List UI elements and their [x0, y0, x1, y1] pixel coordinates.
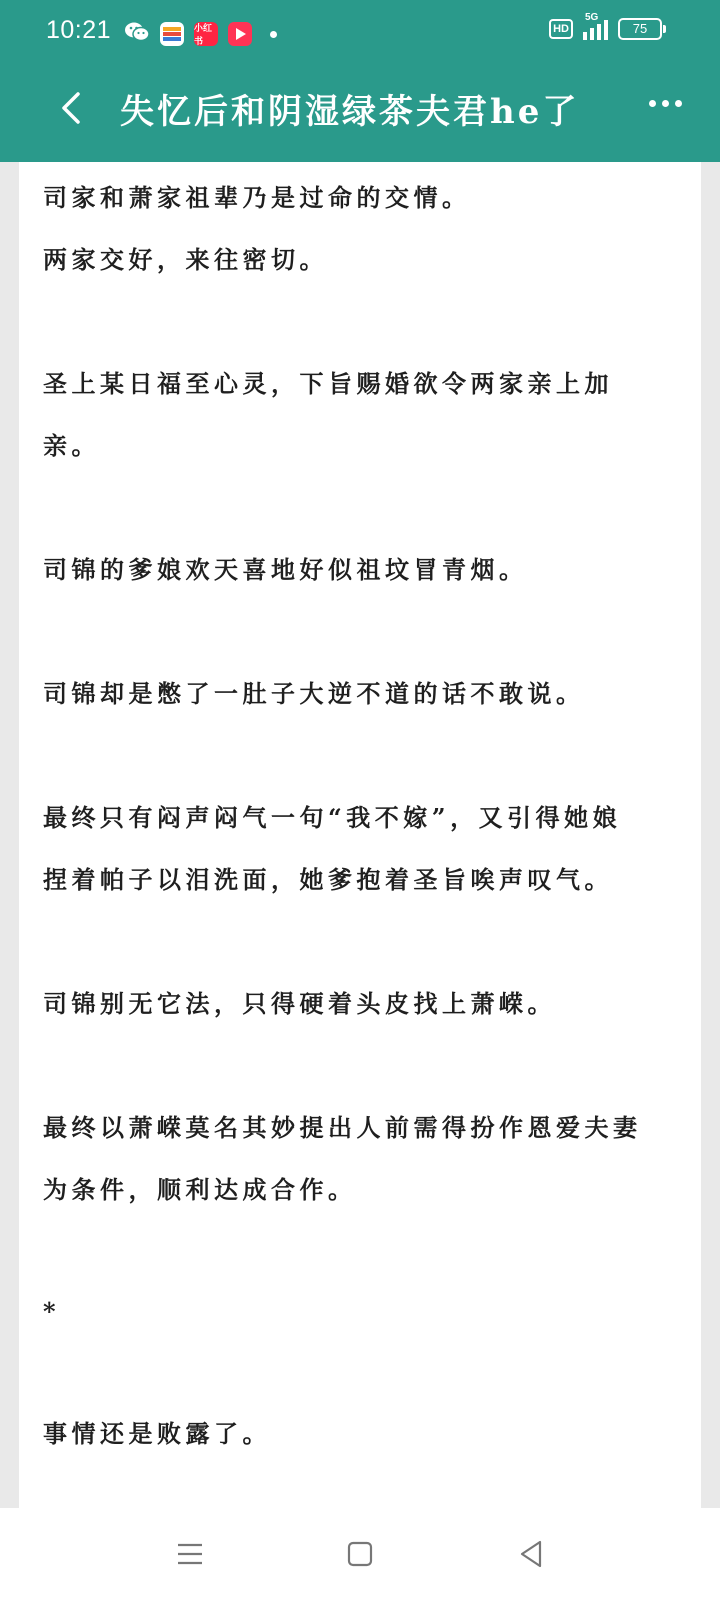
home-button[interactable] — [340, 1534, 380, 1574]
more-dot-icon — [662, 100, 669, 107]
more-dot-icon — [675, 100, 682, 107]
menu-icon — [170, 1534, 210, 1574]
battery-indicator: 75 — [618, 18, 662, 40]
text-line: 捏着帕子以泪洗面，她爹抱着圣旨唉声叹气。 — [43, 865, 613, 894]
system-status-icons — [549, 12, 662, 40]
text-line: 司锦却是憋了一肚子大逆不道的话不敢说。 — [43, 679, 585, 708]
nav-bar — [0, 70, 720, 150]
text-line: 圣上某日福至心灵，下旨赐婚欲令两家亲上加 — [43, 369, 613, 398]
app-header — [0, 0, 720, 162]
text-line: 最终以萧嵘莫名其妙提出人前需得扮作恩爱夫妻 — [43, 1113, 642, 1142]
more-dot-icon — [649, 100, 656, 107]
text-line: 亲。 — [43, 431, 100, 460]
status-bar — [0, 0, 720, 66]
hd-badge: HD — [549, 19, 573, 39]
wallet-app-icon — [160, 22, 184, 46]
square-home-icon — [340, 1534, 380, 1574]
triangle-back-icon — [512, 1534, 552, 1574]
menu-button[interactable] — [170, 1534, 210, 1574]
system-navigation-bar — [0, 1508, 720, 1600]
back-button[interactable] — [54, 88, 94, 128]
chevron-left-icon — [54, 88, 94, 128]
video-app-icon — [228, 22, 252, 46]
text-line: 两家交好，来往密切。 — [43, 245, 328, 274]
section-divider: * — [43, 1297, 61, 1326]
more-notifications-dot — [270, 31, 277, 38]
xiaohongshu-icon: 小红书 — [194, 22, 218, 46]
text-line: 司家和萧家祖辈乃是过命的交情。 — [43, 183, 471, 212]
signal-icon — [583, 12, 608, 40]
text-line: 司锦别无它法，只得硬着头皮找上萧嵘。 — [43, 989, 556, 1018]
wechat-icon — [124, 20, 150, 48]
text-line: 司锦的爹娘欢天喜地好似祖坟冒青烟。 — [43, 555, 528, 584]
network-label: 5G — [585, 12, 599, 23]
status-time: 10:21 — [46, 16, 112, 44]
page-title: 失忆后和阴湿绿茶夫君he了 — [120, 92, 580, 132]
system-back-button[interactable] — [512, 1534, 552, 1574]
notification-icons — [124, 20, 277, 48]
text-line: 为条件，顺利达成合作。 — [43, 1175, 357, 1204]
chapter-content[interactable] — [19, 162, 701, 1508]
text-line: 事情还是败露了。 — [43, 1419, 271, 1448]
more-options-button[interactable] — [649, 100, 682, 107]
text-line: 最终只有闷声闷气一句“我不嫁”，又引得她娘 — [43, 803, 622, 832]
